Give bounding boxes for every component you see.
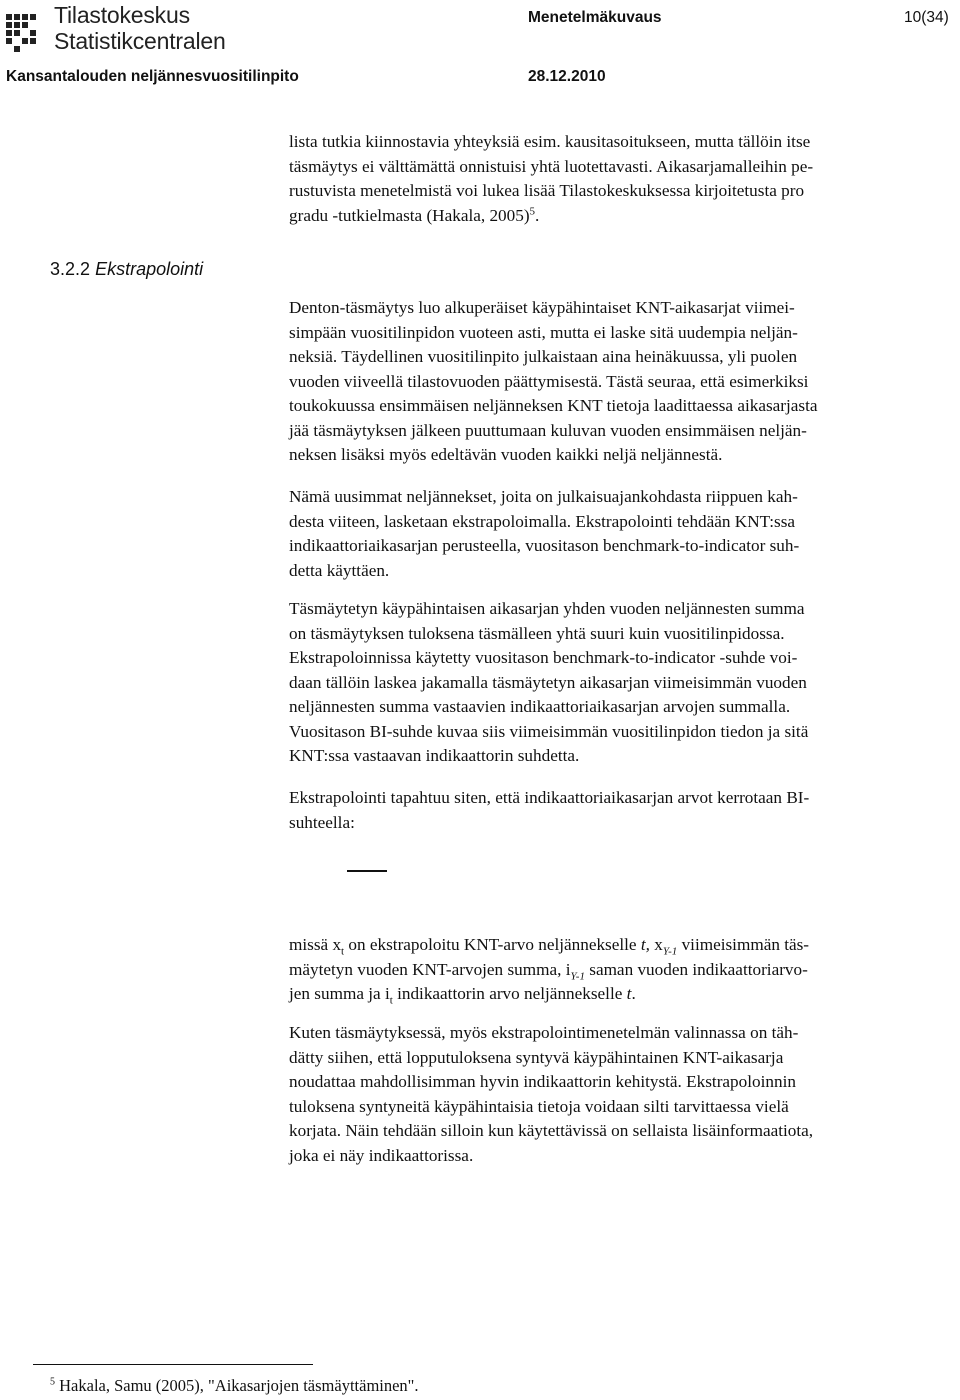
statistics-finland-logo-icon [4, 8, 48, 52]
document-title: Menetelmäkuvaus [528, 9, 662, 26]
text-line: Ekstrapoloinnissa käytetty vuositason benchmark-to-indicator -suhde voi- [289, 648, 798, 667]
text-line: daan tällöin laskea jakamalla täsmäytetyn aikasarjan viimeisimmän vuoden [289, 672, 807, 692]
section-number: 3.2.2 [50, 259, 91, 279]
text-line: suhteella: [289, 812, 355, 832]
text-line: lista tutkia kiinnostavia yhteyksiä esim. kausitasoitukseen, mutta tällöin itse [289, 132, 811, 151]
footnote-marker: 5 [50, 1376, 55, 1388]
text-line: neksiä. Täydellinen vuositilinpito julkaistaan aina heinäkuussa, yli puolen [289, 347, 798, 366]
formula-fraction-bar [347, 870, 387, 872]
text-line: neksen lisäksi myös edeltävän vuoden kaikki neljä neljännestä. [289, 445, 723, 464]
text-fragment: . [631, 984, 636, 1003]
text-line: Nämä uusimmat neljännekset, joita on julkaisuajankohdasta riippuen kah- [289, 487, 798, 506]
text-line: rustuvista menetelmistä voi lukea lisää Tilastokeskuksessa kirjoitetusta pro [289, 181, 805, 200]
text-line: Kuten täsmäytyksessä, myös ekstrapolointimenetelmän valinnassa on täh- [289, 1023, 799, 1042]
text-line: noudattaa mahdollisimman hyvin indikaattorin kehitystä. Ekstrapoloinnin [289, 1072, 796, 1091]
footnote-reference[interactable]: 5 [529, 204, 536, 217]
text-line: simpään vuositilinpidon vuoteen asti, mutta ei laske sitä uudempia neljän- [289, 322, 798, 342]
text-line: täsmäytys ei välttämättä onnistuisi yhtä luotettavasti. Aikasarjamalleihin pe- [289, 156, 814, 176]
text-fragment: on ekstrapoloitu KNT-arvo neljännekselle [344, 935, 641, 954]
text-line [289, 204, 960, 229]
logo-wordmark [54, 2, 226, 54]
section-heading [50, 259, 203, 280]
section-title: Ekstrapolointi [95, 259, 204, 279]
logo-line-swedish: Statistikcentralen [54, 28, 226, 54]
paragraph-formula-intro [289, 786, 960, 835]
text-line: Ekstrapolointi tapahtuu siten, että indikaattoriaikasarjan arvot kerrotaan BI- [289, 788, 810, 807]
paragraph-denton [289, 296, 960, 468]
subscript-variable: Y-1 [570, 969, 585, 982]
variable: t [626, 984, 632, 1003]
subscript-variable: Y-1 [662, 945, 678, 958]
text-line: vuoden viiveellä tilastovuoden päättymisestä. Tästä seuraa, että esimerkiksi [289, 371, 809, 391]
paragraph-conclusion [289, 1021, 960, 1168]
footnote-separator [33, 1364, 313, 1365]
document-subtitle: Kansantalouden neljännesvuositilinpito [6, 68, 299, 85]
paragraph-variable-definitions [289, 933, 960, 1007]
text-line: tuloksena syntyneitä käypähintaisia tietoja voidaan silti tarvittaessa vielä [289, 1096, 789, 1116]
text-line [289, 933, 960, 958]
text-line: Vuositason BI-suhde kuvaa siis viimeisimmän vuositilinpidon tiedon ja sitä [289, 721, 809, 741]
subscript [570, 970, 584, 982]
text-line: jää täsmäytyksen jälkeen puuttumaan kuluvan vuoden ensimmäisen neljän- [289, 420, 807, 440]
text-line [289, 982, 960, 1007]
text-line: korjata. Näin tehdään silloin kun käytettävissä on sellaista lisäinformaatiota, [289, 1121, 814, 1140]
paragraph-extrapolation [289, 485, 960, 583]
text-fragment: mäytetyn vuoden KNT-arvojen summa, i [289, 959, 571, 979]
text-fragment: saman vuoden indikaattoriarvo- [584, 959, 808, 979]
text-line: toukokuussa ensimmäisen neljänneksen KNT tietoja laadittaessa aikasarjasta [289, 396, 818, 415]
text-line: neljännesten summa vastaavien indikaattoriaikasarjan arvojen summalla. [289, 697, 791, 716]
text-line: on täsmäytyksen tuloksena täsmälleen yhtä suuri kuin vuositilinpidossa. [289, 623, 785, 643]
text-line: Denton-täsmäytys luo alkuperäiset käypähintaiset KNT-aikasarjat viimei- [289, 298, 795, 317]
footnote-text: Hakala, Samu (2005), "Aikasarjojen täsmäyttäminen". [55, 1376, 419, 1395]
text-fragment: . [535, 205, 540, 225]
text-line: desta viiteen, lasketaan ekstrapoloimalla. Ekstrapolointi tehdään KNT:ssa [289, 511, 796, 531]
document-date: 28.12.2010 [528, 68, 606, 85]
footnote [50, 1376, 419, 1396]
text-fragment: x [649, 935, 663, 954]
text-line [289, 958, 960, 983]
text-fragment: missä x [289, 935, 342, 954]
text-fragment: gradu -tutkielmasta (Hakala, 2005) [289, 205, 530, 225]
text-line: Täsmäytetyn käypähintaisen aikasarjan yhden vuoden neljännesten summa [289, 599, 805, 618]
tilastokeskus-logo [4, 2, 254, 58]
text-line: dätty siihen, että lopputuloksena syntyvä käypähintainen KNT-aikasarja [289, 1047, 784, 1067]
text-line: KNT:ssa vastaavan indikaattorin suhdetta. [289, 746, 580, 765]
paragraph-bi-ratio [289, 597, 960, 769]
subscript: t [341, 945, 345, 958]
text-fragment: viimeisimmän täs- [677, 935, 810, 954]
text-fragment: jen summa ja i [289, 984, 390, 1003]
subscript [663, 945, 677, 957]
variable: t, [640, 935, 650, 954]
intro-paragraph [289, 130, 960, 228]
text-line: detta käyttäen. [289, 560, 390, 580]
subscript: t [389, 994, 393, 1007]
page-number: 10(34) [904, 9, 949, 26]
logo-line-finnish: Tilastokeskus [54, 2, 190, 28]
text-fragment: indikaattorin arvo neljännekselle [392, 984, 627, 1003]
text-line: indikaattoriaikasarjan perusteella, vuositason benchmark-to-indicator suh- [289, 536, 800, 555]
text-line: joka ei näy indikaattorissa. [289, 1145, 474, 1165]
